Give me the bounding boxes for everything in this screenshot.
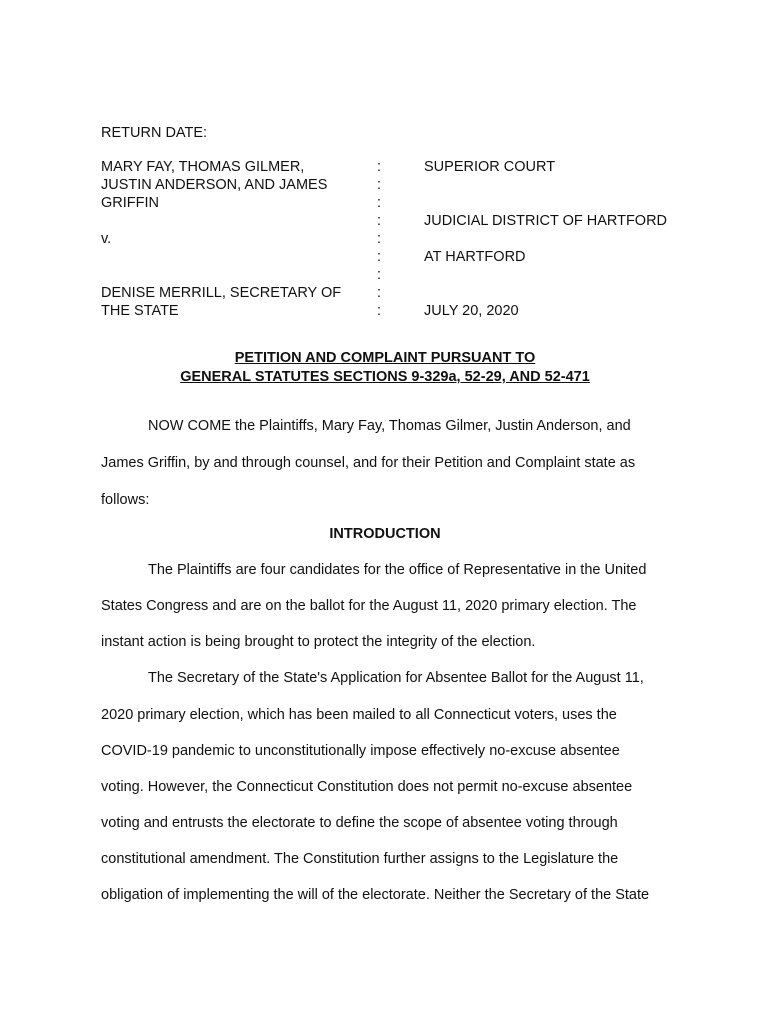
caption-party-line: JUSTIN ANDERSON, AND JAMES bbox=[101, 177, 328, 193]
caption-separator: : bbox=[377, 249, 382, 265]
paragraph-line: instant action is being brought to protect the integrity of the election. bbox=[101, 634, 536, 650]
filing-date: JULY 20, 2020 bbox=[424, 303, 519, 319]
caption-party-line: GRIFFIN bbox=[101, 195, 159, 211]
paragraph-line: voting and entrusts the electorate to define the scope of absentee voting through bbox=[101, 815, 618, 831]
paragraph-line: States Congress and are on the ballot for the August 11, 2020 primary election. The bbox=[101, 598, 637, 614]
caption-separator: : bbox=[377, 177, 382, 193]
caption-separator: : bbox=[377, 213, 382, 229]
caption-separator: : bbox=[377, 267, 382, 283]
caption-separator: : bbox=[377, 159, 382, 175]
document-title-line-2: GENERAL STATUTES SECTIONS 9-329a, 52-29, AND 52-471 bbox=[180, 369, 590, 385]
paragraph-line: constitutional amendment. The Constitution further assigns to the Legislature the bbox=[101, 851, 619, 867]
paragraph-line: obligation of implementing the will of the electorate. Neither the Secretary of the State bbox=[101, 887, 650, 903]
section-heading-introduction: INTRODUCTION bbox=[329, 526, 441, 542]
return-date-label: RETURN DATE: bbox=[101, 125, 208, 141]
paragraph-line: James Griffin, by and through counsel, and for their Petition and Complaint state as bbox=[101, 455, 636, 471]
paragraph-line: NOW COME the Plaintiffs, Mary Fay, Thomas Gilmer, Justin Anderson, and bbox=[148, 418, 631, 434]
paragraph-line: The Plaintiffs are four candidates for the office of Representative in the United bbox=[148, 562, 647, 578]
caption-separator: : bbox=[377, 285, 382, 301]
caption-party-line: MARY FAY, THOMAS GILMER, bbox=[101, 159, 305, 175]
paragraph-line: follows: bbox=[101, 492, 150, 508]
court-location: AT HARTFORD bbox=[424, 249, 526, 265]
caption-separator: : bbox=[377, 231, 382, 247]
document-title-line-1: PETITION AND COMPLAINT PURSUANT TO bbox=[234, 350, 536, 366]
caption-separator: : bbox=[377, 195, 382, 211]
paragraph-line: COVID-19 pandemic to unconstitutionally impose effectively no-excuse absentee bbox=[101, 743, 620, 759]
judicial-district: JUDICIAL DISTRICT OF HARTFORD bbox=[424, 213, 668, 229]
caption-versus: v. bbox=[101, 231, 112, 247]
caption-separator: : bbox=[377, 303, 382, 319]
court-name: SUPERIOR COURT bbox=[424, 159, 556, 175]
caption-defendant-line: DENISE MERRILL, SECRETARY OF bbox=[101, 285, 342, 301]
paragraph-line: 2020 primary election, which has been mailed to all Connecticut voters, uses the bbox=[101, 707, 617, 723]
paragraph-line: voting. However, the Connecticut Constitution does not permit no-excuse absentee bbox=[101, 779, 633, 795]
paragraph-line: The Secretary of the State's Application for Absentee Ballot for the August 11, bbox=[148, 670, 644, 686]
caption-defendant-line: THE STATE bbox=[101, 303, 179, 319]
